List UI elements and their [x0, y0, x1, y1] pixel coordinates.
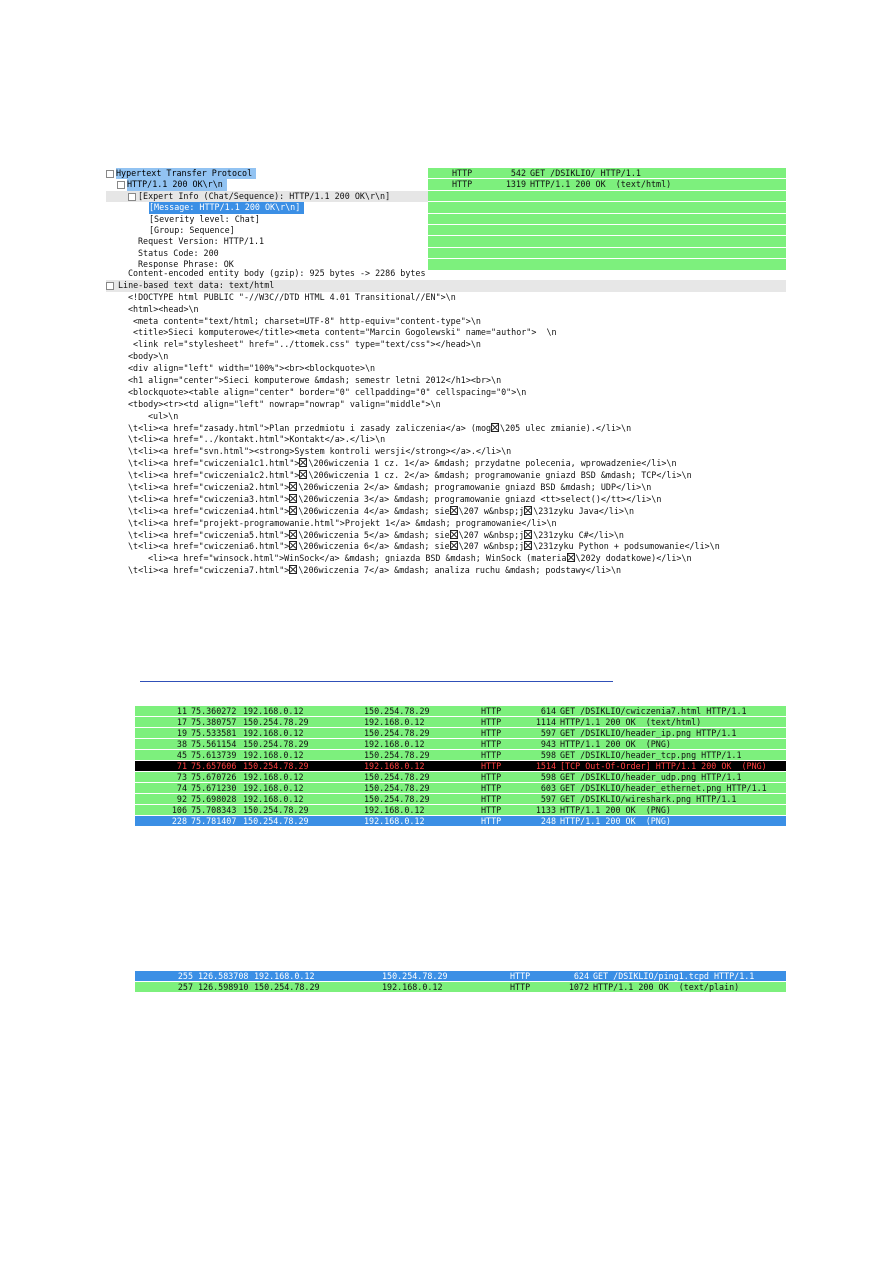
- invalid-char-icon: [450, 530, 458, 539]
- packet-row[interactable]: [135, 805, 786, 816]
- invalid-char-icon: [524, 541, 532, 550]
- packet-row[interactable]: [428, 191, 786, 202]
- text-data-line: [106, 268, 786, 280]
- packet-destination: 150.254.78.29: [364, 794, 430, 804]
- text-data-line-label: <tbody><tr><td align="left" nowrap="nowrap" valign="middle">\n: [128, 398, 441, 409]
- packet-time: 75.698028: [191, 794, 237, 804]
- invalid-char-icon: [289, 530, 297, 539]
- packet-row[interactable]: [428, 236, 786, 247]
- text-data-line-label: <div align="left" width="100%"><br><blockquote>\n: [128, 363, 376, 374]
- text-data-line: [106, 339, 786, 351]
- text-data-line-label: <link rel="stylesheet" href="../ttomek.css" type="text/css"></head>\n: [133, 339, 481, 350]
- packet-row[interactable]: [428, 248, 786, 259]
- packet-length: 1114: [535, 717, 556, 727]
- packet-number: 38: [176, 739, 187, 749]
- tree-row-label: Hypertext Transfer Protocol: [116, 168, 256, 179]
- tree-row[interactable]: [106, 179, 428, 190]
- text-data-line: [106, 363, 786, 375]
- packet-number: 45: [176, 750, 187, 760]
- packet-time: 75.670726: [191, 772, 237, 782]
- text-data-line-label: \t<li><a href="cwiczenia4.html"> \206wiczenia 4</a> &mdash; sie \207 w&nbsp;j \231zyku Java</li>\n: [128, 505, 635, 516]
- packet-destination: 150.254.78.29: [364, 772, 430, 782]
- invalid-char-icon: [524, 530, 532, 539]
- tree-row-label: [Group: Sequence]: [149, 224, 235, 235]
- text-data-line-label: \t<li><a href="cwiczenia6.html"> \206wiczenia 6</a> &mdash; sie \207 w&nbsp;j \231zyku Python + podsumowanie</li>\n: [128, 541, 720, 552]
- collapse-toggle-icon[interactable]: [106, 282, 114, 290]
- packet-time: 75.657606: [191, 761, 237, 771]
- packet-protocol: HTTP: [481, 761, 502, 771]
- packet-info: GET /DSIKLIO/header_tcp.png HTTP/1.1: [560, 750, 742, 760]
- tree-row[interactable]: [106, 191, 428, 202]
- packet-info: GET /DSIKLIO/header_ethernet.png HTTP/1.1: [560, 783, 767, 793]
- text-data-line: [106, 399, 786, 411]
- divider: [140, 681, 613, 682]
- tree-row-label: Request Version: HTTP/1.1: [138, 236, 265, 247]
- text-data-line-label: \t<li><a href="cwiczenia5.html"> \206wiczenia 5</a> &mdash; sie \207 w&nbsp;j \231zyku C#</li>\n: [128, 529, 624, 540]
- invalid-char-icon: [491, 423, 499, 432]
- packet-number: 73: [176, 772, 187, 782]
- packet-length: 1319: [505, 179, 526, 190]
- packet-row[interactable]: [428, 168, 786, 179]
- packet-protocol: HTTP: [481, 805, 502, 815]
- text-data-line: [106, 541, 786, 553]
- packet-length: 598: [540, 772, 556, 782]
- packet-source: 150.254.78.29: [243, 717, 309, 727]
- text-data-line: [106, 327, 786, 339]
- tree-row[interactable]: [106, 168, 428, 179]
- tree-row-label: HTTP/1.1 200 OK\r\n: [127, 179, 227, 190]
- text-data-line: [106, 553, 786, 565]
- text-data-line: [106, 411, 786, 423]
- text-data-line-label: Content-encoded entity body (gzip): 925 bytes -> 2286 bytes: [128, 268, 426, 278]
- packet-time: 75.360272: [191, 706, 237, 716]
- packet-list-1: [135, 706, 786, 827]
- packet-source: 192.168.0.12: [243, 794, 304, 804]
- text-data-line: [106, 304, 786, 316]
- packet-source: 150.254.78.29: [243, 739, 309, 749]
- packet-row[interactable]: [428, 214, 786, 225]
- text-data-line: [106, 446, 786, 458]
- collapse-toggle-icon[interactable]: [117, 181, 125, 189]
- packet-time: 126.583708: [198, 971, 249, 981]
- packet-number: 74: [176, 783, 187, 793]
- packet-info: HTTP/1.1 200 OK (PNG): [560, 805, 671, 815]
- packet-protocol: HTTP: [481, 794, 502, 804]
- text-data-line-label: \t<li><a href="zasady.html">Plan przedmiotu i zasady zaliczenia</a> (mog \205 ulec zmianie).</li>\n: [128, 422, 632, 433]
- text-data-line: [106, 494, 786, 506]
- packet-length: 1072: [568, 982, 589, 992]
- packet-source: 150.254.78.29: [243, 805, 309, 815]
- packet-source: 192.168.0.12: [243, 706, 304, 716]
- packet-time: 75.781407: [191, 816, 237, 826]
- packet-protocol: HTTP: [481, 772, 502, 782]
- invalid-char-icon: [299, 458, 307, 467]
- text-data-line-label: \t<li><a href="cwiczenia2.html"> \206wiczenia 2</a> &mdash; programowanie gniazd BSD &mdash; UDP</li>\n: [128, 482, 652, 493]
- packet-info: HTTP/1.1 200 OK (PNG): [560, 739, 671, 749]
- packet-info: GET /DSIKLIO/cwiczenia7.html HTTP/1.1: [560, 706, 747, 716]
- text-data-line-label: <meta content="text/html; charset=UTF-8" http-equiv="content-type">\n: [133, 315, 481, 326]
- tree-row-label: Response Phrase: OK: [138, 259, 234, 270]
- packet-info: GET /DSIKLIO/ping1.tcpd HTTP/1.1: [593, 971, 755, 981]
- packet-info: HTTP/1.1 200 OK (text/html): [560, 717, 702, 727]
- packet-length: 614: [540, 706, 556, 716]
- text-data-line-label: \t<li><a href="cwiczenia1c1.html"> \206wiczenia 1 cz. 1</a> &mdash; przydatne polecenia, wprowadzenie</li>\n: [128, 458, 677, 469]
- packet-row[interactable]: [428, 179, 786, 190]
- tree-row[interactable]: [106, 225, 428, 236]
- packet-source: 192.168.0.12: [243, 750, 304, 760]
- packet-protocol: HTTP: [481, 750, 502, 760]
- text-data-line-label: \t<li><a href="../kontakt.html">Kontakt</a>.</li>\n: [128, 434, 386, 445]
- text-data-line-label: \t<li><a href="projekt-programowanie.html">Projekt 1</a> &mdash; programowanie</li>\n: [128, 517, 557, 528]
- tree-row-label: [Expert Info (Chat/Sequence): HTTP/1.1 200 OK\r\n]: [138, 190, 391, 201]
- invalid-char-icon: [289, 506, 297, 515]
- packet-protocol: HTTP: [481, 728, 502, 738]
- packet-source: 150.254.78.29: [254, 982, 320, 992]
- collapse-toggle-icon[interactable]: [128, 193, 136, 201]
- packet-list-side: [428, 168, 786, 271]
- text-data-line: [106, 387, 786, 399]
- packet-info: GET /DSIKLIO/header_udp.png HTTP/1.1: [560, 772, 742, 782]
- packet-number: 106: [171, 805, 187, 815]
- packet-row[interactable]: [428, 202, 786, 213]
- packet-time: 75.533581: [191, 728, 237, 738]
- text-data-line: [106, 423, 786, 435]
- text-data-line-label: <!DOCTYPE html PUBLIC "-//W3C//DTD HTML 4.01 Transitional//EN">\n: [128, 291, 456, 302]
- packet-length: 943: [540, 739, 556, 749]
- text-data-line-label: <li><a href="winsock.html">WinSock</a> &mdash; gniazda BSD &mdash; WinSock (materia \202y dodatkowe)</li>\n: [148, 553, 692, 564]
- packet-number: 228: [171, 816, 187, 826]
- invalid-char-icon: [289, 565, 297, 574]
- tree-row-label: [Severity level: Chat]: [149, 213, 260, 224]
- packet-destination: 192.168.0.12: [364, 739, 425, 749]
- packet-protocol: HTTP: [481, 816, 502, 826]
- packet-number: 71: [176, 761, 187, 771]
- invalid-char-icon: [450, 506, 458, 515]
- text-data-line-label: <title>Sieci komputerowe</title><meta content="Marcin Gogolewski" name="author"> \n: [133, 327, 557, 338]
- packet-protocol: HTTP: [510, 982, 531, 992]
- text-data-line: [106, 316, 786, 328]
- packet-length: 603: [540, 783, 556, 793]
- packet-row[interactable]: [135, 982, 786, 993]
- packet-protocol: HTTP: [452, 168, 473, 178]
- text-data-line: [106, 375, 786, 387]
- text-data-line-label: <blockquote><table align="center" border="0" cellpadding="0" cellspacing="0">\n: [128, 386, 527, 397]
- packet-length: 624: [573, 971, 589, 981]
- text-data-line: [106, 482, 786, 494]
- packet-destination: 192.168.0.12: [364, 717, 425, 727]
- packet-number: 17: [176, 717, 187, 727]
- text-data-line-label: <body>\n: [128, 351, 169, 362]
- text-data-line: [106, 458, 786, 470]
- packet-row[interactable]: [135, 706, 786, 717]
- text-data-line: [106, 565, 786, 577]
- packet-length: 248: [540, 816, 556, 826]
- packet-time: 75.380757: [191, 717, 237, 727]
- packet-number: 92: [176, 794, 187, 804]
- packet-length: 542: [510, 168, 526, 178]
- packet-number: 11: [176, 706, 187, 716]
- packet-info: GET /DSIKLIO/ HTTP/1.1: [530, 168, 641, 178]
- packet-length: 598: [540, 750, 556, 760]
- packet-source: 150.254.78.29: [243, 761, 309, 771]
- text-data-line-label: <h1 align="center">Sieci komputerowe &mdash; semestr letni 2012</h1><br>\n: [128, 375, 502, 386]
- packet-row[interactable]: [135, 783, 786, 794]
- packet-length: 1133: [535, 805, 556, 815]
- packet-destination: 192.168.0.12: [364, 805, 425, 815]
- packet-time: 75.671230: [191, 783, 237, 793]
- text-data-line-label: \t<li><a href="svn.html"><strong>System kontroli wersji</strong></a>.</li>\n: [128, 446, 512, 457]
- line-based-text-data: [106, 268, 786, 577]
- packet-info: GET /DSIKLIO/header_ip.png HTTP/1.1: [560, 728, 737, 738]
- text-data-line: [106, 530, 786, 542]
- packet-row[interactable]: [135, 728, 786, 739]
- packet-number: 255: [177, 971, 193, 981]
- packet-time: 75.561154: [191, 739, 237, 749]
- packet-protocol: HTTP: [481, 706, 502, 716]
- invalid-char-icon: [450, 541, 458, 550]
- packet-source: 150.254.78.29: [243, 816, 309, 826]
- tree-row-label: Status Code: 200: [138, 247, 219, 258]
- packet-length: 597: [540, 794, 556, 804]
- invalid-char-icon: [524, 506, 532, 515]
- packet-protocol: HTTP: [452, 179, 473, 190]
- packet-protocol: HTTP: [510, 971, 531, 981]
- packet-number: 257: [177, 982, 193, 992]
- text-data-line: [106, 506, 786, 518]
- tree-row[interactable]: [106, 202, 428, 213]
- tree-row[interactable]: [106, 214, 428, 225]
- packet-row[interactable]: [135, 717, 786, 728]
- packet-length: 1514: [535, 761, 556, 771]
- packet-source: 192.168.0.12: [243, 728, 304, 738]
- packet-list-2: [135, 971, 786, 993]
- text-data-line-label: \t<li><a href="cwiczenia1c2.html"> \206wiczenia 1 cz. 2</a> &mdash; programowanie gniazd BSD &mdash; TCP</li>\n: [128, 470, 692, 481]
- text-data-line: [106, 292, 786, 304]
- packet-source: 192.168.0.12: [254, 971, 315, 981]
- packet-destination: 150.254.78.29: [364, 728, 430, 738]
- text-data-line-label: Line-based text data: text/html: [118, 279, 275, 290]
- invalid-char-icon: [299, 470, 307, 479]
- packet-protocol: HTTP: [481, 717, 502, 727]
- packet-destination: 192.168.0.12: [382, 982, 443, 992]
- packet-number: 19: [176, 728, 187, 738]
- packet-row[interactable]: [135, 971, 786, 982]
- packet-row[interactable]: [135, 772, 786, 783]
- packet-info: [TCP Out-Of-Order] HTTP/1.1 200 OK (PNG): [560, 761, 767, 771]
- invalid-char-icon: [289, 541, 297, 550]
- packet-destination: 150.254.78.29: [364, 750, 430, 760]
- packet-row[interactable]: [428, 225, 786, 236]
- packet-row[interactable]: [135, 750, 786, 761]
- packet-source: 192.168.0.12: [243, 772, 304, 782]
- text-data-line: [106, 280, 786, 292]
- packet-destination: 150.254.78.29: [382, 971, 448, 981]
- packet-info: HTTP/1.1 200 OK (text/plain): [593, 982, 740, 992]
- packet-time: 75.613739: [191, 750, 237, 760]
- text-data-line-label: <html><head>\n: [128, 303, 199, 314]
- tree-row[interactable]: [106, 248, 428, 259]
- text-data-line-label: \t<li><a href="cwiczenia3.html"> \206wiczenia 3</a> &mdash; programowanie gniazd <tt>select()</tt></li>\n: [128, 493, 662, 504]
- text-data-line: [106, 434, 786, 446]
- packet-info: HTTP/1.1 200 OK (PNG): [560, 816, 671, 826]
- packet-destination: 150.254.78.29: [364, 783, 430, 793]
- collapse-toggle-icon[interactable]: [106, 170, 114, 178]
- packet-details-tree: [106, 168, 428, 271]
- text-data-line: [106, 518, 786, 530]
- packet-length: 597: [540, 728, 556, 738]
- packet-destination: 150.254.78.29: [364, 706, 430, 716]
- packet-info: HTTP/1.1 200 OK (text/html): [530, 179, 672, 190]
- packet-row[interactable]: [135, 761, 786, 772]
- packet-destination: 192.168.0.12: [364, 816, 425, 826]
- packet-protocol: HTTP: [481, 739, 502, 749]
- packet-destination: 192.168.0.12: [364, 761, 425, 771]
- packet-time: 126.598910: [198, 982, 249, 992]
- tree-row[interactable]: [106, 236, 428, 247]
- packet-info: GET /DSIKLIO/wireshark.png HTTP/1.1: [560, 794, 737, 804]
- packet-protocol: HTTP: [481, 783, 502, 793]
- packet-time: 75.708343: [191, 805, 237, 815]
- packet-row[interactable]: [135, 816, 786, 827]
- invalid-char-icon: [289, 482, 297, 491]
- packet-row[interactable]: [135, 739, 786, 750]
- invalid-char-icon: [567, 553, 575, 562]
- text-data-line: [106, 470, 786, 482]
- text-data-line-label: <ul>\n: [148, 410, 179, 421]
- packet-row[interactable]: [135, 794, 786, 805]
- text-data-line: [106, 351, 786, 363]
- tree-row-label: [Message: HTTP/1.1 200 OK\r\n]: [149, 202, 304, 213]
- packet-source: 192.168.0.12: [243, 783, 304, 793]
- invalid-char-icon: [289, 494, 297, 503]
- text-data-line-label: \t<li><a href="cwiczenia7.html"> \206wiczenia 7</a> &mdash; analiza ruchu &mdash; podstawy</li>\n: [128, 565, 622, 576]
